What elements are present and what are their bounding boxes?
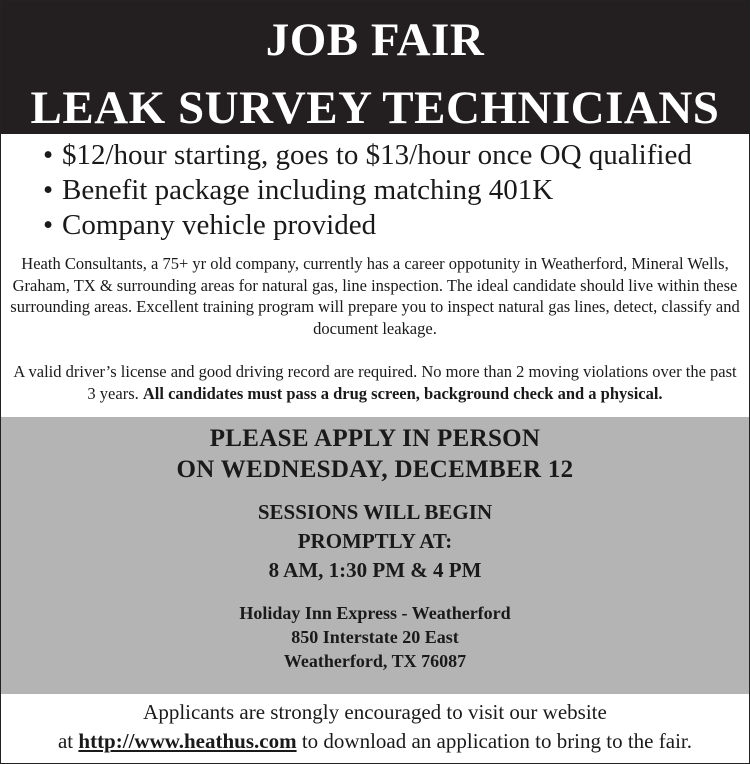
ad-title: JOB FAIR xyxy=(265,14,485,66)
benefit-text: Company vehicle provided xyxy=(62,209,377,241)
header-banner xyxy=(1,1,749,134)
list-item xyxy=(43,173,749,208)
sessions-line-2: PROMPTLY AT: xyxy=(297,529,453,553)
city-state-zip: Weatherford, TX 76087 xyxy=(283,651,467,671)
requirements-text: A valid driver’s license and good driving record are required. No more than 2 moving violations over the past 3 years. xyxy=(13,362,737,403)
list-item xyxy=(43,138,749,173)
apply-panel xyxy=(1,417,749,694)
website-link[interactable]: http://www.heathus.com xyxy=(78,729,297,753)
footer-line-2 xyxy=(1,727,749,756)
session-times: 8 AM, 1:30 PM & 4 PM xyxy=(268,558,482,582)
location-address xyxy=(1,585,749,673)
footer-pre: at xyxy=(57,729,79,753)
venue-name: Holiday Inn Express - Weatherford xyxy=(239,603,511,623)
street-address: 850 Interstate 20 East xyxy=(291,627,459,647)
footer xyxy=(1,698,749,756)
sessions-block xyxy=(1,485,749,585)
benefit-text: $12/hour starting, goes to $13/hour once OQ qualified xyxy=(62,139,692,171)
requirements-bold: All candidates must pass a drug screen, background check and a physical. xyxy=(142,383,663,403)
requirements-paragraph xyxy=(1,339,749,404)
apply-heading xyxy=(1,417,749,485)
ad-subtitle: LEAK SURVEY TECHNICIANS xyxy=(30,82,720,134)
apply-line-2: ON WEDNESDAY, DECEMBER 12 xyxy=(176,456,574,483)
list-item xyxy=(43,208,749,243)
benefits-list xyxy=(1,134,749,243)
footer-line-1: Applicants are strongly encouraged to visit our website xyxy=(143,700,607,724)
bullet-icon: • xyxy=(43,209,54,241)
footer-post: to download an application to bring to the fair. xyxy=(296,729,692,753)
sessions-line-1: SESSIONS WILL BEGIN xyxy=(257,500,493,524)
bullet-icon: • xyxy=(43,139,54,171)
apply-line-1: PLEASE APPLY IN PERSON xyxy=(209,425,541,452)
company-description: Heath Consultants, a 75+ yr old company, currently has a career oppotunity in Weatherford, Mineral Wells, Graham, TX & surrounding areas for natural gas, line inspection. The ideal candidate should live within these surrounding areas. Excellent training program will prepare you to inspect natural gas lines, detect, classify and document leakage. xyxy=(10,254,740,338)
bullet-icon: • xyxy=(43,174,54,206)
benefit-text: Benefit package including matching 401K xyxy=(62,174,554,206)
